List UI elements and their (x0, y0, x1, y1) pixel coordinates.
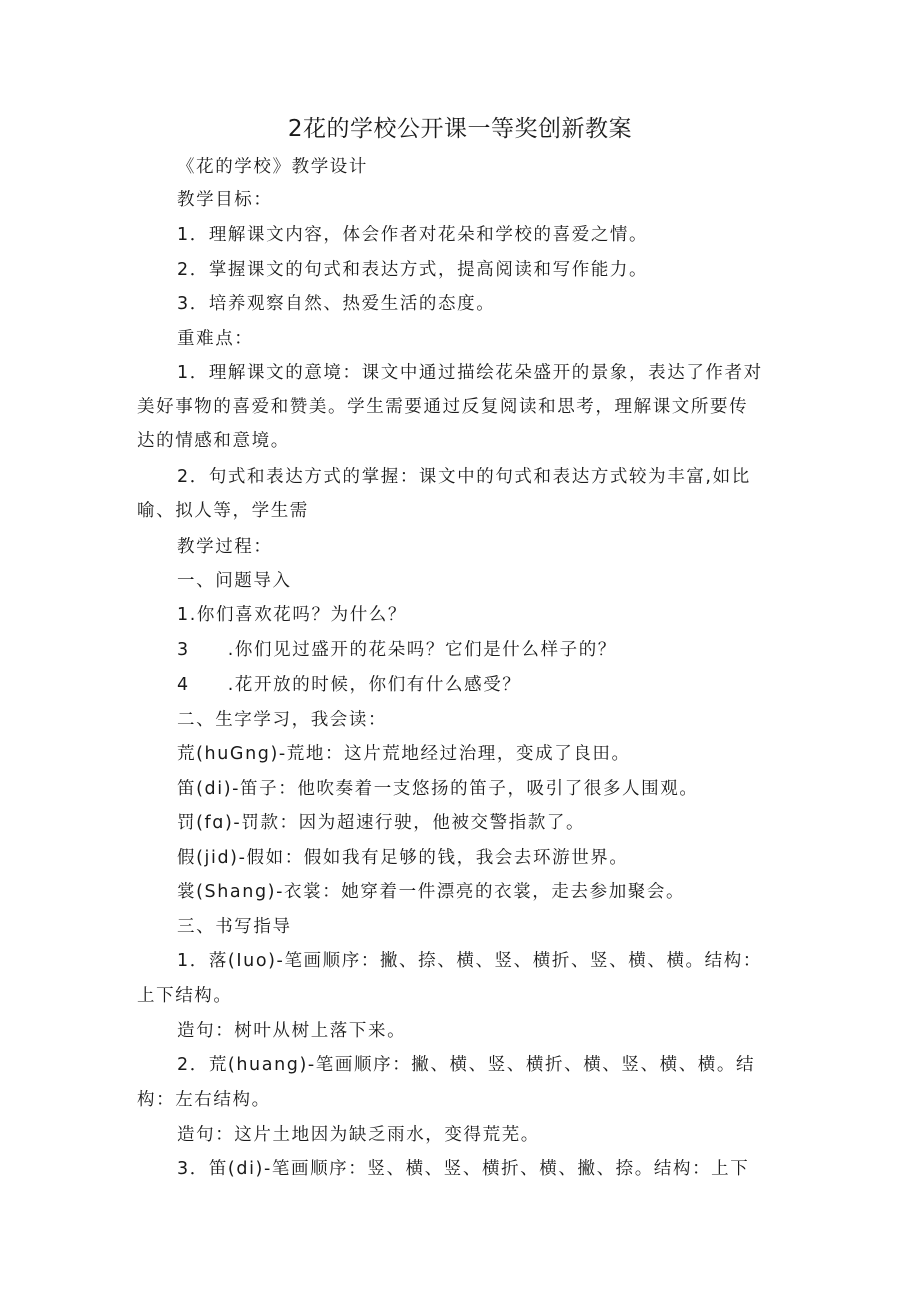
writing-2-line-2: 构：左右结构。 (137, 1090, 271, 1110)
key-point-1-line-3: 达的情感和意境。 (137, 431, 290, 451)
part-one-heading: 一、问题导入 (177, 571, 292, 591)
writing-2-sentence: 造句：这片土地因为缺乏雨水，变得荒芜。 (177, 1125, 540, 1145)
key-point-1-line-2: 美好事物的喜爱和赞美。学生需要通过反复阅读和思考，理解课文所要传 (137, 397, 749, 417)
question-3-text: .你们见过盛开的花朵吗？它们是什么样子的？ (227, 640, 617, 660)
section-heading-objectives: 教学目标： (177, 190, 273, 210)
writing-1-line-1: 1．落(Iuo)-笔画顺序：撇、捺、横、竖、横折、竖、横、横。结构： (177, 951, 762, 971)
writing-3-line-1: 3．笛(di)-笔画顺序：竖、横、竖、横折、横、撇、捺。结构：上下 (177, 1159, 750, 1179)
question-3 (177, 636, 617, 661)
question-3-number: 3 (177, 640, 190, 660)
question-4-number: 4 (177, 675, 190, 695)
question-4 (177, 671, 521, 696)
objective-1: 1．理解课文内容，体会作者对花朵和学校的喜爱之情。 (177, 225, 649, 245)
objective-2: 2．掌握课文的句式和表达方式，提高阅读和写作能力。 (177, 260, 649, 280)
section-heading-process: 教学过程： (177, 537, 273, 557)
writing-1-sentence: 造句：树叶从树上落下来。 (177, 1021, 407, 1041)
vocab-item-fa: 罚(fɑ)-罚款：因为超速行驶，他被交警指款了。 (177, 813, 586, 833)
vocab-item-di: 笛(di)-笛子：他吹奏着一支悠扬的笛子，吸引了很多人围观。 (177, 779, 699, 799)
part-two-heading: 二、生字学习，我会读： (177, 710, 388, 730)
vocab-item-shang: 裳(Shang)-衣裳：她穿着一件漂亮的衣裳，走去参加聚会。 (177, 882, 686, 902)
question-1: 1.你们喜欢花吗？为什么？ (177, 605, 407, 625)
vocab-item-huang: 荒(huGng)-荒地：这片荒地经过治理，变成了良田。 (177, 744, 631, 764)
question-4-text: .花开放的时候，你们有什么感受？ (227, 675, 522, 695)
writing-1-line-2: 上下结构。 (137, 986, 233, 1006)
document-title: 2花的学校公开课一等奖创新教案 (287, 116, 633, 142)
key-point-2-line-1: 2．句式和表达方式的掌握：课文中的句式和表达方式较为丰富,如比 (177, 467, 751, 487)
part-three-heading: 三、书写指导 (177, 917, 292, 937)
key-point-1-line-1: 1．理解课文的意境：课文中通过描绘花朵盛开的景象，表达了作者对 (177, 363, 763, 383)
key-point-2-line-2: 喻、拟人等，学生需 (137, 501, 309, 521)
section-heading-key-points: 重难点： (177, 329, 254, 349)
writing-2-line-1: 2．荒(huang)-笔画顺序：撇、横、竖、横折、横、竖、横、横。结 (177, 1055, 756, 1075)
vocab-item-jia: 假(jid)-假如：假如我有足够的钱，我会去环游世界。 (177, 848, 629, 868)
subtitle: 《花的学校》教学设计 (177, 157, 368, 177)
objective-3: 3．培养观察自然、热爱生活的态度。 (177, 294, 496, 314)
